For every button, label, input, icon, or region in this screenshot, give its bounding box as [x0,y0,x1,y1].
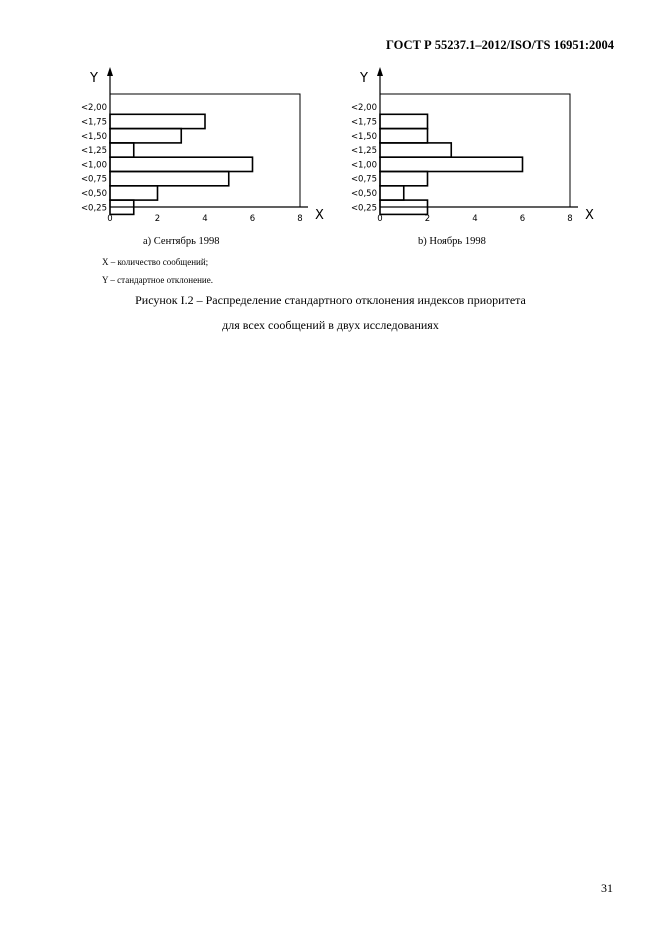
chart-november-bar [380,114,428,128]
chart-november-bar [380,186,404,200]
chart-september-bar [110,186,158,200]
chart-november-category-label: <0,75 [350,174,377,185]
chart-november-x-tick-label: 2 [424,214,431,224]
chart-november-category-label: <1,50 [350,131,377,142]
chart-november-x-tick-label: 0 [377,214,383,224]
chart-november-x-tick-label: 8 [567,214,573,224]
chart-november-plot [351,67,594,224]
chart-september-caption: а) Сентябрь 1998 [143,236,220,247]
chart-september-bar [110,157,253,171]
chart-september-x-tick-label: 8 [297,214,303,224]
chart-november-category-label: <0,50 [350,188,377,199]
chart-november-bar [380,129,428,143]
figure-title-line-2: для всех сообщений в двух исследованиях [222,318,439,332]
chart-september-x-tick-label: 0 [107,214,113,224]
chart-november-x-tick-label: 4 [472,214,478,224]
chart-september-category-label: <0,25 [80,203,107,214]
figure-title-line-1: Рисунок I.2 – Распределение стандартного отклонения индексов приоритета [135,293,526,307]
chart-november [342,62,594,232]
chart-september-x-tick-label: 6 [249,214,256,224]
chart-september-category-label: <1,00 [80,160,107,171]
chart-september-bar [110,143,134,157]
chart-november-y-axis-arrow [377,67,383,76]
chart-september-x-axis-label: X [315,208,324,223]
chart-september-bar [110,114,205,128]
chart-september-y-axis-label: Y [90,71,98,86]
page-number: 31 [601,881,613,895]
chart-november-y-axis-label: Y [360,71,368,86]
chart-september-category-label: <1,25 [80,146,107,157]
chart-november-x-tick-label: 6 [519,214,526,224]
chart-november-svg [342,62,594,232]
chart-november-category-label: <2,00 [350,103,377,114]
chart-september-category-label: <2,00 [80,103,107,114]
chart-november-caption: b) Ноябрь 1998 [418,236,486,247]
chart-november-category-label: <0,25 [350,203,377,214]
chart-november-category-label: <1,00 [350,160,377,171]
chart-november-x-axis-label: X [585,208,594,223]
chart-september-bar [110,172,229,186]
legend-y-description: Y – стандартное отклонение. [102,275,213,285]
chart-september-x-tick-label: 2 [154,214,161,224]
chart-november-bar [380,143,451,157]
chart-september-category-label: <0,75 [80,174,107,185]
legend-x-description: X – количество сообщений; [102,257,209,267]
chart-november-category-label: <1,75 [350,117,377,128]
chart-september-plot [81,67,324,224]
chart-september-x-tick-label: 4 [202,214,208,224]
chart-november-bar [380,157,523,171]
chart-september [72,62,324,232]
chart-november-frame [380,94,570,207]
document-header: ГОСТ Р 55237.1–2012/ISO/TS 16951:2004 [386,38,614,52]
chart-september-y-axis-arrow [107,67,113,76]
chart-september-category-label: <1,75 [80,117,107,128]
chart-november-bar [380,172,428,186]
chart-september-svg [72,62,324,232]
chart-september-category-label: <0,50 [80,188,107,199]
chart-september-frame [110,94,300,207]
chart-november-category-label: <1,25 [350,146,377,157]
chart-september-category-label: <1,50 [80,131,107,142]
chart-september-bar [110,129,181,143]
